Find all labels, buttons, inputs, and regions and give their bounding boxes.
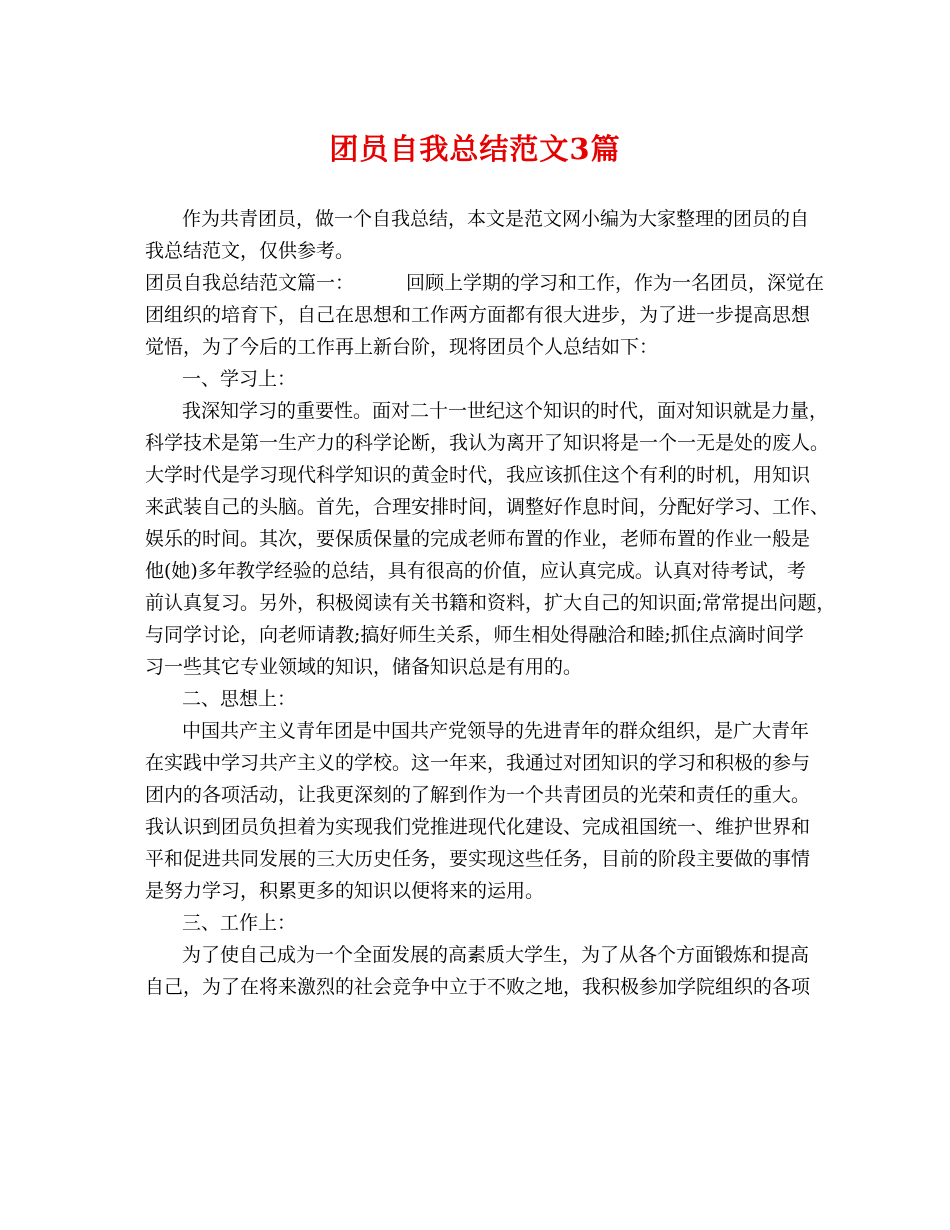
- paragraph-text: 回顾上学期的学习和工作，作为一名团员，深觉在: [406, 272, 825, 294]
- paragraph-line: 我总结范文，仅供参考。: [145, 240, 355, 262]
- section-heading: 三、工作上：: [182, 912, 297, 934]
- section-heading: 一、学习上：: [182, 368, 297, 390]
- document-body: [145, 203, 836, 1003]
- section-heading: 二、思想上：: [182, 688, 297, 710]
- paragraph-line: 科学技术是第一生产力的科学论断，我认为离开了知识将是一个一无是处的废人。: [145, 432, 830, 454]
- section-heading: 团员自我总结范文篇一：: [145, 272, 355, 294]
- paragraph-line: 习一些其它专业领域的知识，储备知识总是有用的。: [145, 656, 583, 678]
- paragraph-line: 自己，为了在将来激烈的社会竞争中立于不败之地，我积极参加学院组织的各项: [145, 976, 811, 998]
- paragraph-line: 我深知学习的重要性。面对二十一世纪这个知识的时代，面对知识就是力量，: [182, 400, 829, 422]
- paragraph-line: 大学时代是学习现代科学知识的黄金时代，我应该抓住这个有利的时机，用知识: [145, 464, 811, 486]
- paragraph-line: 来武装自己的头脑。首先，合理安排时间，调整好作息时间，分配好学习、工作、: [145, 496, 830, 518]
- paragraph-line: 他(她)多年教学经验的总结，具有很高的价值，应认真完成。认真对待考试，考: [145, 560, 806, 582]
- paragraph-line: 为了使自己成为一个全面发展的高素质大学生，为了从各个方面锻炼和提高: [182, 944, 810, 966]
- paragraph-line: 是努力学习，积累更多的知识以便将来的运用。: [145, 880, 545, 902]
- paragraph-line: 觉悟，为了今后的工作再上新台阶，现将团员个人总结如下：: [145, 336, 659, 358]
- paragraph-line: 平和促进共同发展的三大历史任务，要实现这些任务，目前的阶段主要做的事情: [145, 848, 811, 870]
- paragraph-line: 我认识到团员负担着为实现我们党推进现代化建设、完成祖国统一、维护世界和: [145, 816, 811, 838]
- paragraph-line: 娱乐的时间。其次，要保质保量的完成老师布置的作业，老师布置的作业一般是: [145, 528, 811, 550]
- paragraph-line-with-heading: [145, 267, 825, 299]
- paragraph-line: 团内的各项活动，让我更深刻的了解到作为一个共青团员的光荣和责任的重大。: [145, 784, 811, 806]
- paragraph-line: 中国共产主义青年团是中国共产党领导的先进青年的群众组织，是广大青年: [182, 720, 810, 742]
- document-title: 团员自我总结范文3篇: [329, 132, 621, 166]
- paragraph-line: 作为共青团员，做一个自我总结，本文是范文网小编为大家整理的团员的自: [182, 208, 810, 230]
- paragraph-line: 前认真复习。另外，积极阅读有关书籍和资料，扩大自己的知识面;常常提出问题，: [145, 592, 836, 614]
- paragraph-line: 与同学讨论，向老师请教;搞好师生关系，师生相处得融洽和睦;抓住点滴时间学: [145, 624, 804, 646]
- paragraph-line: 团组织的培育下，自己在思想和工作两方面都有很大进步，为了进一步提高思想: [145, 304, 811, 326]
- paragraph-line: 在实践中学习共产主义的学校。这一年来，我通过对团知识的学习和积极的参与: [145, 752, 811, 774]
